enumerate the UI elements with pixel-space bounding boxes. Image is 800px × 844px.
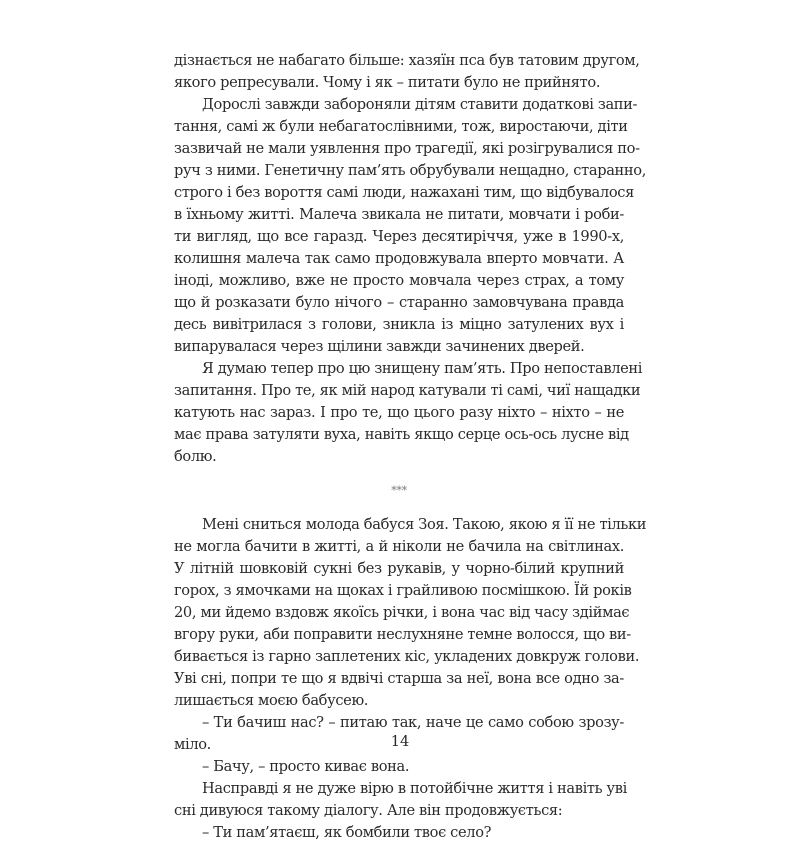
text-line: Дорослі завжди забороняли дітям ставити додаткові запи- — [202, 96, 638, 113]
text-line: якого репресували. Чому і як – питати було не прийнято. — [174, 74, 601, 91]
text-block-2 — [174, 514, 647, 844]
text-line: – Бачу, – просто киває вона. — [202, 758, 410, 775]
text-line: тання, самі ж були небагатослівними, тож, виростаючи, діти — [174, 118, 628, 135]
text-line: Уві сні, попри те що я вдвічі старша за неї, вона все одно за- — [174, 670, 624, 687]
text-line: Мені сниться молода бабуся Зоя. Такою, якою я її не тільки — [202, 516, 647, 533]
text-line: дізнається не набагато більше: хазяїн пса був татовим другом, — [174, 52, 640, 69]
text-line: болю. — [174, 448, 217, 465]
text-line: колишня малеча так само продовжувала вперто мовчати. А — [174, 250, 624, 267]
text-line: міло. — [174, 736, 211, 753]
text-line: зазвичай не мали уявлення про трагедії, які розігрувалися по- — [174, 140, 640, 157]
book-page-text — [174, 50, 647, 844]
text-line: – Ти пам’ятаєш, як бомбили твоє село? — [202, 824, 492, 841]
text-line: ти вигляд, що все гаразд. Через десятиріччя, уже в 1990-х, — [174, 228, 624, 245]
text-line: що й розказати було нічого – старанно замовчувана правда — [174, 294, 624, 311]
text-line: горох, з ямочками на щоках і грайливою посмішкою. Їй років — [174, 582, 632, 599]
text-line: Насправді я не дуже вірю в потойбічне життя і навіть уві — [202, 780, 627, 797]
page-number: 14 — [390, 733, 410, 750]
text-line: 20, ми йдемо вздовж якоїсь річки, і вона час від часу здіймає — [174, 604, 630, 621]
text-line: має права затуляти вуха, навіть якщо серце ось-ось лусне від — [174, 426, 629, 443]
text-line: катують нас зараз. І про те, що цього разу ніхто – ніхто – не — [174, 404, 624, 421]
text-line: сні дивуюся такому діалогу. Але він продовжується: — [174, 802, 563, 819]
text-line: випарувалася через щілини завжди зачинених дверей. — [174, 338, 585, 355]
text-line: десь вивітрилася з голови, зникла із міцно затулених вух і — [174, 316, 624, 333]
text-line: іноді, можливо, вже не просто мовчала через страх, а тому — [174, 272, 624, 289]
text-block-1 — [174, 50, 647, 468]
section-separator: *** — [391, 484, 407, 497]
text-line: в їхньому житті. Малеча звикала не питати, мовчати і роби- — [174, 206, 624, 223]
text-line: лишається моєю бабусею. — [174, 692, 369, 709]
text-line: руч з ними. Генетичну пам’ять обрубували нещадно, старанно, — [174, 162, 647, 179]
text-line: бивається із гарно заплетених кіс, укладених довкруж голови. — [174, 648, 640, 665]
text-line: не могла бачити в житті, а й ніколи не бачила на світлинах. — [174, 538, 624, 555]
text-line: вгору руки, аби поправити неслухняне темне волосся, що ви- — [174, 626, 631, 643]
text-line: – Ти бачиш нас? – питаю так, наче це само собою зрозу- — [202, 714, 624, 731]
text-line: строго і без вороття самі люди, нажахані тим, що відбувалося — [174, 184, 634, 201]
text-line: запитання. Про те, як мій народ катували ті самі, чиї нащадки — [174, 382, 641, 399]
text-line: Я думаю тепер про цю знищену пам’ять. Про непоставлені — [202, 360, 643, 377]
text-line: У літній шовковій сукні без рукавів, у чорно-білий крупний — [174, 560, 624, 577]
